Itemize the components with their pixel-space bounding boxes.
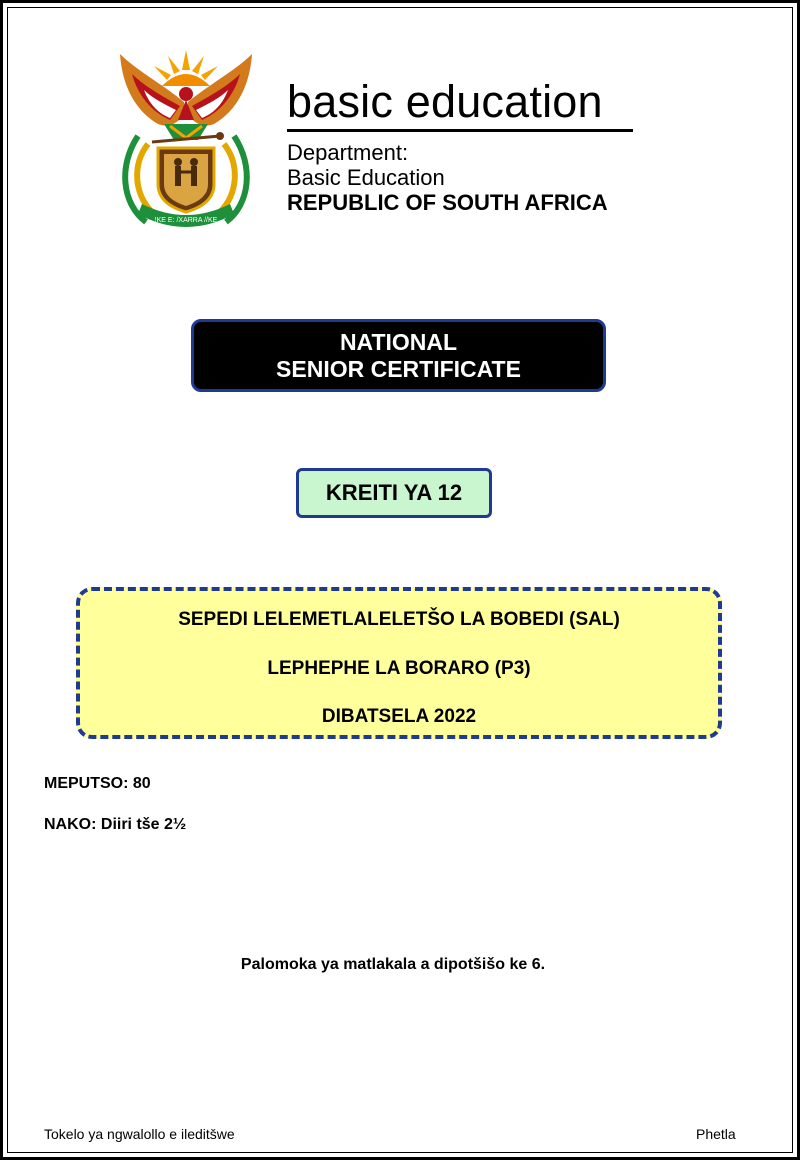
grade-badge: [296, 468, 492, 518]
department-line-1: Department:: [287, 140, 409, 165]
certificate-line-1: NATIONAL: [339, 328, 458, 355]
brand-divider: [287, 129, 633, 132]
subject-title: SEPEDI LELEMETLALELETŠO LA BOBEDI (SAL): [178, 609, 620, 630]
brand-title: basic education: [287, 76, 603, 127]
department-line-2: Basic Education: [287, 165, 445, 190]
page-count-note: Palomoka ya matlakala a dipotšišo ke 6.: [240, 956, 546, 973]
grade-label: KREITI YA 12: [325, 480, 463, 505]
subject-box: [76, 587, 722, 739]
coat-of-arms-icon: [112, 44, 260, 234]
paper-title: LEPHEPHE LA BORARO (P3): [267, 658, 531, 679]
footer-copyright: Tokelo ya ngwalollo e ileditšwe: [44, 1126, 235, 1142]
department-text: [287, 140, 445, 190]
coat-of-arms-motto: !KE E: /XARRA //KE: [154, 217, 218, 224]
time-text: NAKO: Diiri tše 2½: [44, 816, 187, 833]
footer-turn-over: Phetla: [696, 1126, 736, 1142]
marks-text: MEPUTSO: 80: [44, 775, 151, 792]
exam-period: DIBATSELA 2022: [321, 706, 477, 727]
certificate-line-2: SENIOR CERTIFICATE: [276, 355, 521, 382]
certificate-banner: [191, 319, 606, 392]
country-name: REPUBLIC OF SOUTH AFRICA: [287, 190, 608, 215]
